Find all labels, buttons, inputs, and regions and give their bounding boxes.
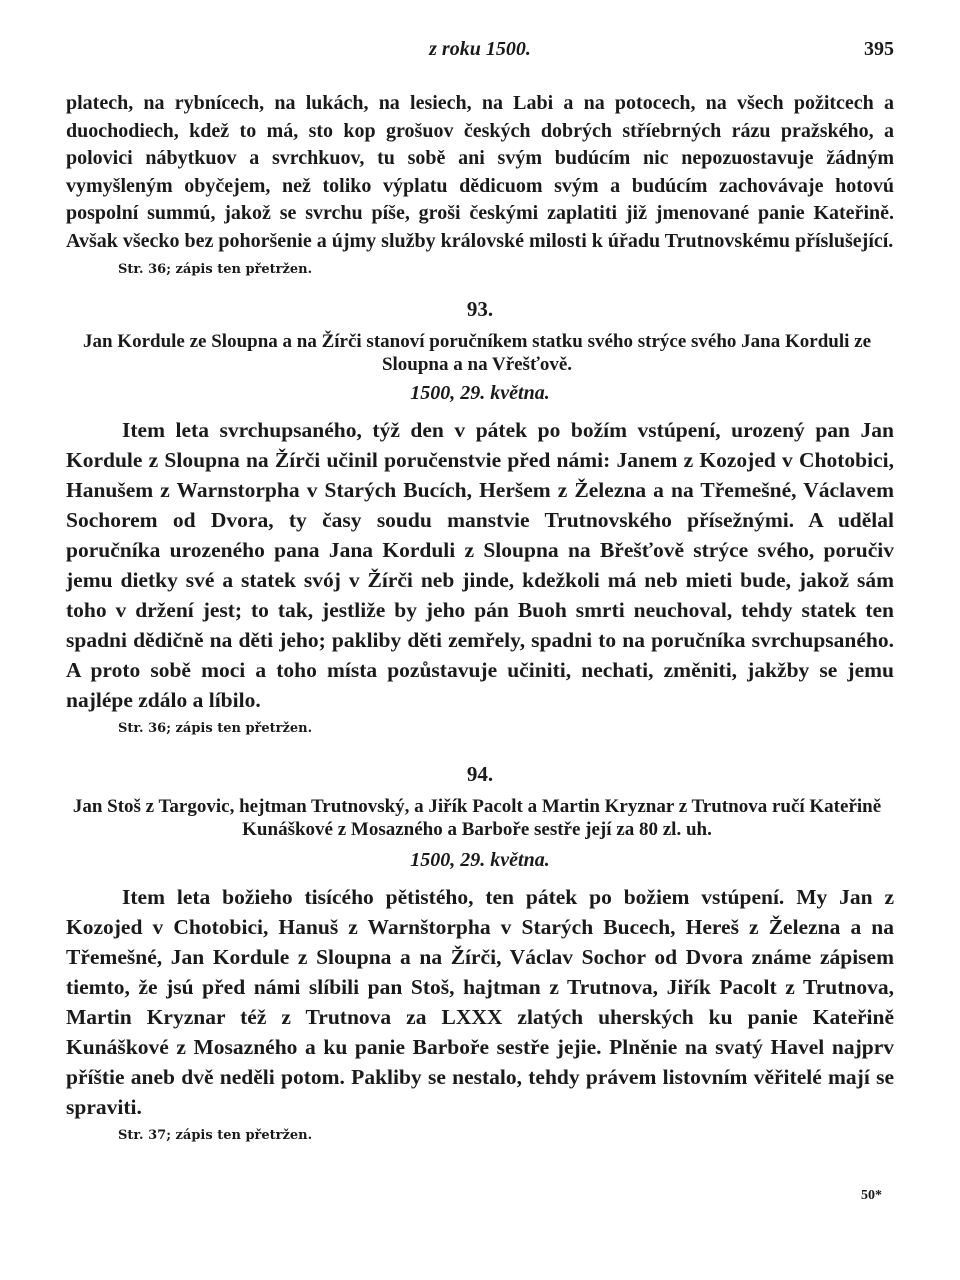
entry-date: 1500, 29. května. bbox=[410, 381, 550, 404]
source-note: Str. 37; zápis ten přetržen. bbox=[118, 1127, 313, 1143]
entry-number: 93. bbox=[466, 296, 494, 321]
page-content bbox=[66, 90, 894, 1143]
continued-paragraph: platech, na rybnícech, na lukách, na lesiech, na Labi a na potocech, na všech požitcech a duochodiech, kdež to má, sto kop grošuov českých dobrých stříebrných rázu pražského, a polovici nábytkuov a svrchkuov, tu sobě ani svým budúcím nic nepozuostavuje žádným vymyšleným obyčejem, než toliko výplatu dědicuom svým a budúcím zachovávaje hotovú pospolní summú, jakož se svrchu píše, groši českými zaplatiti již jmenované panie Kateřině. Avšak všecko bez pohoršenie a újmy služby královské milosti k úřadu Trutnovskému příslušející. bbox=[66, 92, 894, 252]
entry-text: Item leta božieho tisícého pětistého, ten pátek po božiem vstúpení. My Jan z Kozojed v Chotobici, Hanuš z Warnštorpha v Starých Bucech, Hereš z Železna a na Třemešné, Jan Kordule z Sloupna a na Žírči, Václav Sochor od Dvora známe zápisem tiemto, že jsú před námi slíbili pan Stoš, hajtman z Trutnova, Jiřík Pacolt z Trutnova, Martin Kryznar též z Trutnova za LXXX zlatých uherských ku panie Kateřině Kunáškové z Mosazného a ku panie Barboře sestře jejie. Plněnie na svatý Havel najprv příštie aneb dvě neděli potom. Pakliby se nestalo, tehdy právem listovním věřitelé mají se spraviti. bbox=[66, 884, 894, 1119]
signature-mark: 50* bbox=[861, 1188, 882, 1203]
entry-summary: Jan Kordule ze Sloupna a na Žírči stanoví poručníkem statku svého strýce svého Jana Korduli ze Sloupna a na Vřešťově. bbox=[82, 330, 872, 375]
page-number: 395 bbox=[864, 38, 894, 60]
running-head: z roku 1500. bbox=[429, 38, 531, 60]
entry-summary: Jan Stoš z Targovic, hejtman Trutnovský, a Jiřík Pacolt a Martin Kryznar z Trutnova ručí Kateřině Kunáškové z Mosazného a Barboře sestře její za 80 zl. uh. bbox=[72, 795, 882, 840]
source-note: Str. 36; zápis ten přetržen. bbox=[118, 720, 313, 736]
source-note: Str. 36; zápis ten přetržen. bbox=[118, 261, 313, 277]
page-header bbox=[66, 38, 894, 68]
entry-number: 94. bbox=[466, 761, 494, 786]
entry-date: 1500, 29. května. bbox=[410, 848, 550, 871]
entry-text: Item leta svrchupsaného, týž den v pátek po božím vstúpení, urozený pan Jan Kordule z Sloupna na Žírči učinil poručenstvie před námi: Janem z Kozojed v Chotobici, Hanušem z Warnstorpha v Starých Bucích, Heršem z Železna a na Třemešné, Václavem Sochorem od Dvora, ty časy soudu manstvie Trutnovského přísežnými. A udělal poručníka urozeného pana Jana Korduli z Sloupna na Břešťově strýce svého, poručiv jemu dietky své a statek svój v Žírči neb jinde, kdežkoli má neb mieti bude, jakož sám toho v držení jest; to tak, jestliže by jeho pán Buoh smrti neuchoval, tehdy statek ten spadni dědičně na děti jeho; pakliby děti zemřely, spadni to na poručníka svrchupsaného. A proto sobě moci a toho místa pozůstavuje učiniti, nechati, změniti, jakžby se jemu najlépe zdálo a líbilo. bbox=[66, 417, 894, 712]
